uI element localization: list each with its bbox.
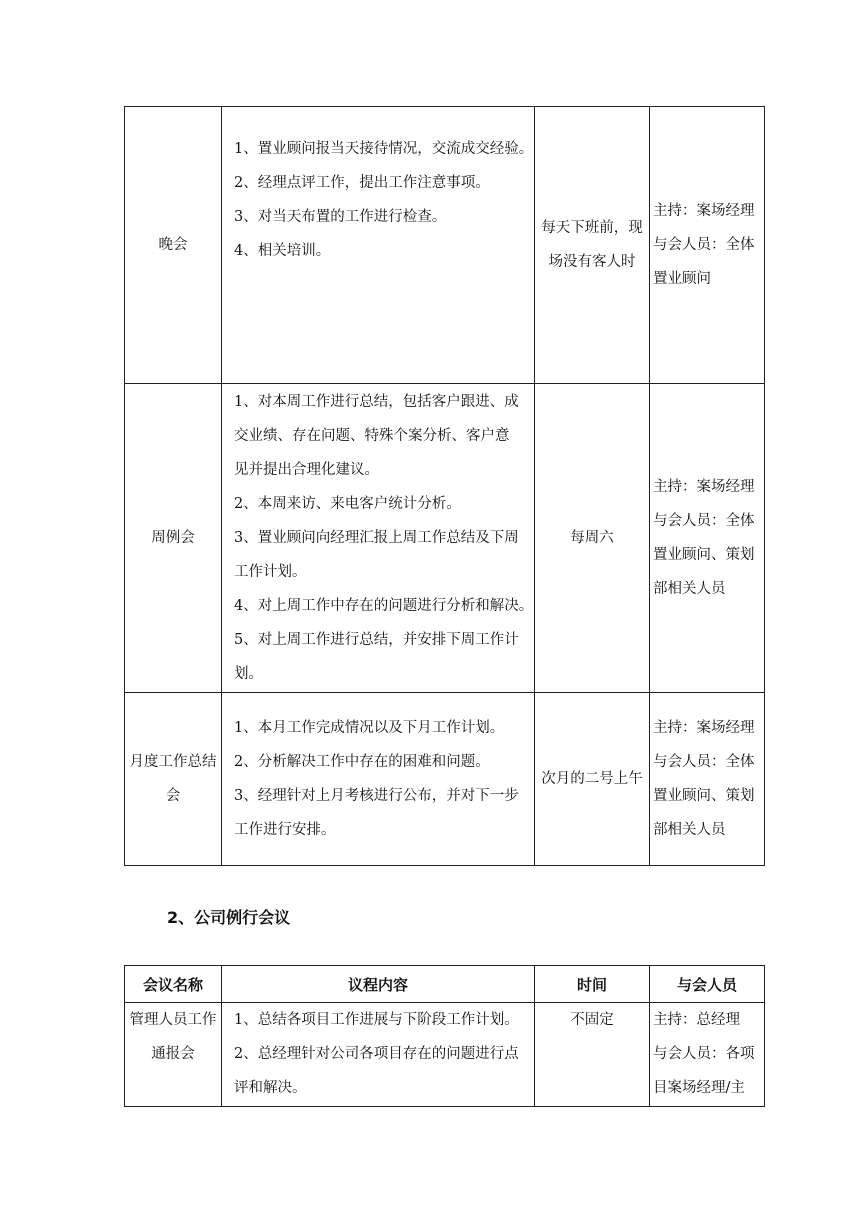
- column-header: 与会人员: [650, 966, 765, 1003]
- attendees-line: 与会人员：全体: [653, 513, 755, 529]
- meeting-attendees: [650, 693, 765, 866]
- agenda-line: 5、对上周工作进行总结，并安排下周工作计: [234, 632, 519, 648]
- attendees-line: 置业顾问、策划: [653, 788, 755, 804]
- attendees-line: 主持：案场经理: [653, 720, 755, 736]
- agenda-line: 2、经理点评工作，提出工作注意事项。: [234, 175, 490, 191]
- meeting-agenda: [222, 384, 535, 693]
- meeting-agenda: [222, 1003, 535, 1107]
- agenda-line: 1、对本周工作进行总结，包括客户跟进、成: [234, 394, 519, 410]
- agenda-line: 1、总结各项目工作进展与下阶段工作计划。: [234, 1012, 519, 1028]
- attendees-line: 目案场经理/主: [653, 1080, 745, 1096]
- agenda-line: 1、本月工作完成情况以及下月工作计划。: [234, 720, 505, 736]
- agenda-line: 4、相关培训。: [234, 243, 331, 259]
- time-line: 不固定: [570, 1012, 614, 1028]
- column-header: 会议名称: [125, 966, 222, 1003]
- agenda-line: 3、经理针对上月考核进行公布，并对下一步: [234, 788, 519, 804]
- meeting-name: [125, 1003, 222, 1107]
- time-line: 每天下班前，现: [541, 220, 643, 236]
- attendees-line: 主持：案场经理: [653, 479, 755, 495]
- meeting-agenda: [222, 107, 535, 384]
- agenda-line: 3、对当天布置的工作进行检查。: [234, 209, 447, 225]
- meeting-name: 晚会: [125, 107, 222, 384]
- column-header: 时间: [535, 966, 650, 1003]
- time-line: 每周六: [570, 530, 614, 546]
- agenda-line: 2、总经理针对公司各项目存在的问题进行点: [234, 1046, 519, 1062]
- name-line: 月度工作总结: [129, 754, 217, 770]
- attendees-line: 与会人员：全体: [653, 754, 755, 770]
- meeting-name: 周例会: [125, 384, 222, 693]
- section-heading: 2、公司例行会议: [167, 908, 291, 927]
- agenda-line: 3、置业顾问向经理汇报上周工作总结及下周: [234, 530, 519, 546]
- column-header: 议程内容: [222, 966, 535, 1003]
- meeting-time: [535, 693, 650, 866]
- meeting-attendees: [650, 1003, 765, 1107]
- time-line: 场没有客人时: [548, 254, 636, 270]
- agenda-line: 4、对上周工作中存在的问题进行分析和解决。: [234, 598, 534, 614]
- table-row: [125, 107, 765, 384]
- attendees-line: 与会人员：全体: [653, 237, 755, 253]
- meeting-time: [535, 1003, 650, 1107]
- meeting-table-site: [124, 106, 765, 866]
- name-line: 会: [165, 788, 181, 804]
- time-line: 次月的二号上午: [541, 771, 643, 787]
- agenda-line: 工作计划。: [234, 564, 307, 580]
- name-line: 通报会: [151, 1046, 195, 1062]
- table-row: [125, 384, 765, 693]
- meeting-attendees: [650, 384, 765, 693]
- meeting-table-company: [124, 965, 765, 1107]
- agenda-line: 2、分析解决工作中存在的困难和问题。: [234, 754, 490, 770]
- agenda-line: 2、本周来访、来电客户统计分析。: [234, 496, 461, 512]
- name-line: 管理人员工作: [129, 1012, 217, 1028]
- attendees-line: 部相关人员: [653, 822, 726, 838]
- meeting-time: [535, 384, 650, 693]
- attendees-line: 置业顾问: [653, 271, 711, 287]
- meeting-name: [125, 693, 222, 866]
- attendees-line: 主持：总经理: [653, 1012, 740, 1028]
- attendees-line: 主持：案场经理: [653, 203, 755, 219]
- agenda-line: 划。: [234, 666, 263, 682]
- agenda-line: 工作进行安排。: [234, 822, 336, 838]
- agenda-line: 交业绩、存在问题、特殊个案分析、客户意: [234, 428, 510, 444]
- meeting-attendees: [650, 107, 765, 384]
- agenda-line: 评和解决。: [234, 1080, 307, 1096]
- agenda-line: 1、置业顾问报当天接待情况，交流成交经验。: [234, 141, 534, 157]
- attendees-line: 置业顾问、策划: [653, 547, 755, 563]
- attendees-line: 部相关人员: [653, 581, 726, 597]
- table-row: [125, 693, 765, 866]
- table-header-row: [125, 966, 765, 1003]
- meeting-agenda: [222, 693, 535, 866]
- agenda-line: 见并提出合理化建议。: [234, 462, 379, 478]
- attendees-line: 与会人员：各项: [653, 1046, 755, 1062]
- meeting-time: [535, 107, 650, 384]
- table-row: [125, 1003, 765, 1107]
